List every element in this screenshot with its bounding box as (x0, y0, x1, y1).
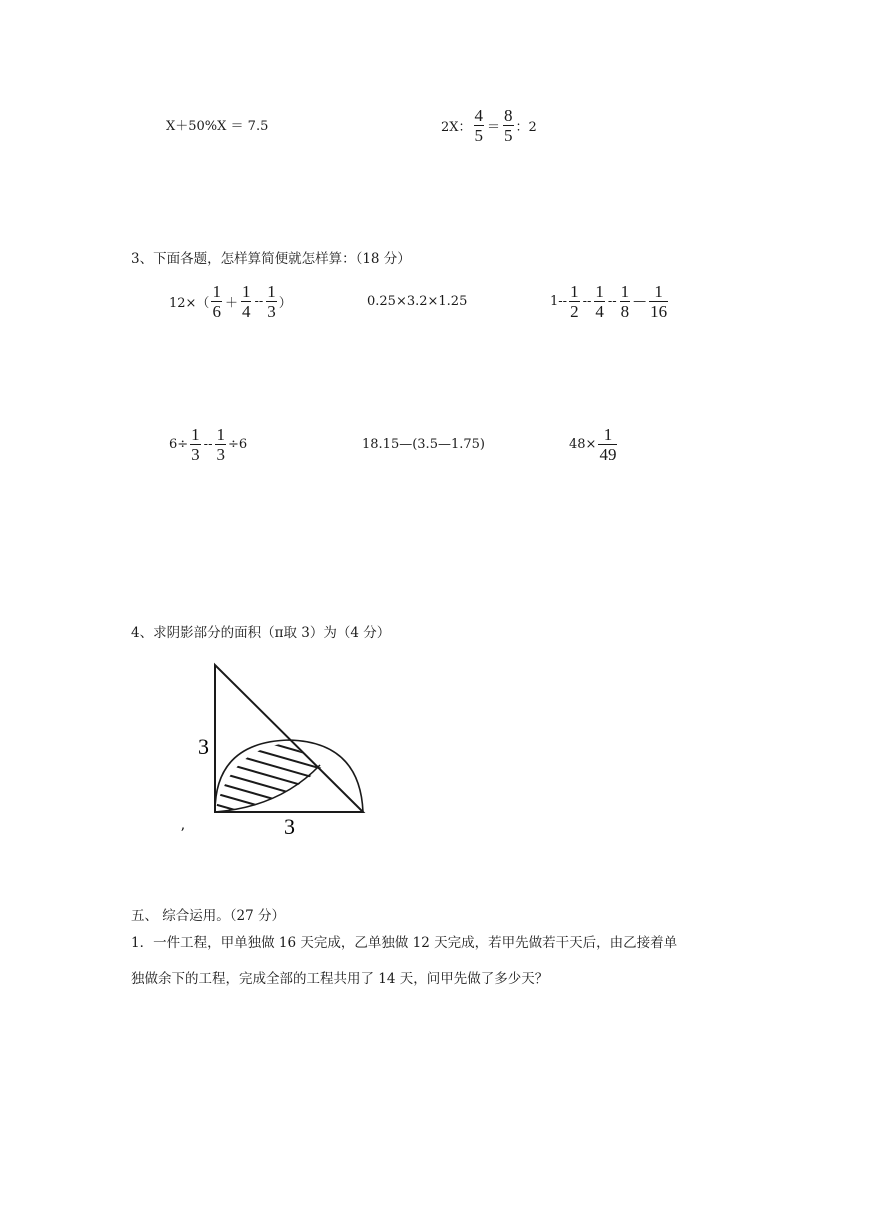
fraction (598, 425, 617, 464)
problem-3-5: 18.15—(3.5—1.75) (362, 437, 485, 452)
denominator: 3 (216, 445, 225, 464)
operator: -- (254, 294, 264, 309)
fraction (190, 425, 201, 464)
equals-sign: ＝ (487, 120, 501, 135)
leaf-boundary (215, 765, 320, 812)
denominator: 8 (620, 302, 630, 321)
section-3-heading: 3、下面各题，怎样算简便就怎样算：（18 分） (131, 251, 411, 267)
expr-text: 48× (569, 437, 597, 452)
label-horizontal-side: 3 (284, 814, 295, 839)
fraction (649, 282, 668, 321)
expr-text: ） (278, 296, 292, 311)
numerator: 1 (654, 282, 663, 301)
stray-mark: ʼ (180, 826, 185, 842)
problem-3-6 (569, 425, 619, 464)
fraction (503, 106, 514, 145)
numerator: 1 (595, 282, 604, 301)
question-5-1-line-1: 1．一件工程，甲单独做 16 天完成，乙单独做 12 天完成，若甲先做若干天后，由乙接着单 (131, 935, 678, 951)
denominator: 5 (474, 126, 484, 145)
denominator: 16 (650, 302, 668, 321)
numerator: 1 (570, 282, 579, 301)
label-vertical-side: 3 (198, 734, 209, 759)
fraction (211, 282, 222, 321)
fraction (569, 282, 580, 321)
equation-1: X＋50%X ＝ 7.5 (166, 119, 269, 134)
numerator: 1 (191, 425, 200, 444)
operator: -- (203, 437, 213, 452)
fraction (620, 282, 631, 321)
denominator: 4 (595, 302, 604, 321)
denominator: 4 (241, 302, 251, 321)
numerator: 8 (504, 106, 513, 125)
problem-3-4 (169, 425, 247, 464)
numerator: 1 (241, 282, 251, 301)
equation-2-suffix: ：2 (515, 120, 537, 135)
equation-2 (441, 106, 537, 145)
fraction (594, 282, 605, 321)
problem-3-2: 0.25×3.2×1.25 (367, 294, 468, 309)
shaded-area-figure (170, 655, 380, 845)
denominator: 2 (570, 302, 579, 321)
numerator: 1 (603, 425, 613, 444)
problem-3-1 (169, 282, 292, 321)
operator: — (633, 294, 647, 309)
semicircle-arc (215, 740, 363, 812)
numerator: 1 (212, 282, 221, 301)
hatch-lines (200, 723, 340, 840)
equation-2-prefix: 2X： (441, 120, 472, 135)
numerator: 1 (267, 282, 276, 301)
expr-text: ÷6 (227, 437, 248, 452)
section-4-heading: 4、求阴影部分的面积（π取 3）为（4 分） (131, 625, 391, 641)
problem-3-3 (550, 282, 670, 321)
denominator: 3 (267, 302, 276, 321)
section-5-heading: 五、 综合运用。（27 分） (131, 908, 286, 924)
operator: -- (582, 294, 592, 309)
operator: ＋ (224, 296, 238, 311)
expr-text: 6÷ (169, 437, 189, 452)
numerator: 1 (620, 282, 630, 301)
operator: -- (607, 294, 617, 309)
fraction (474, 106, 485, 145)
numerator: 4 (474, 106, 484, 125)
fraction (241, 282, 252, 321)
fraction (215, 425, 226, 464)
numerator: 1 (216, 425, 225, 444)
expr-text: 12×（ (169, 296, 210, 311)
denominator: 6 (212, 302, 221, 321)
denominator: 3 (191, 445, 200, 464)
fraction (266, 282, 277, 321)
denominator: 5 (504, 126, 513, 145)
denominator: 49 (599, 445, 617, 464)
expr-text: 1-- (550, 294, 568, 309)
question-5-1-line-2: 独做余下的工程，完成全部的工程共用了 14 天，问甲先做了多少天？ (131, 971, 549, 987)
